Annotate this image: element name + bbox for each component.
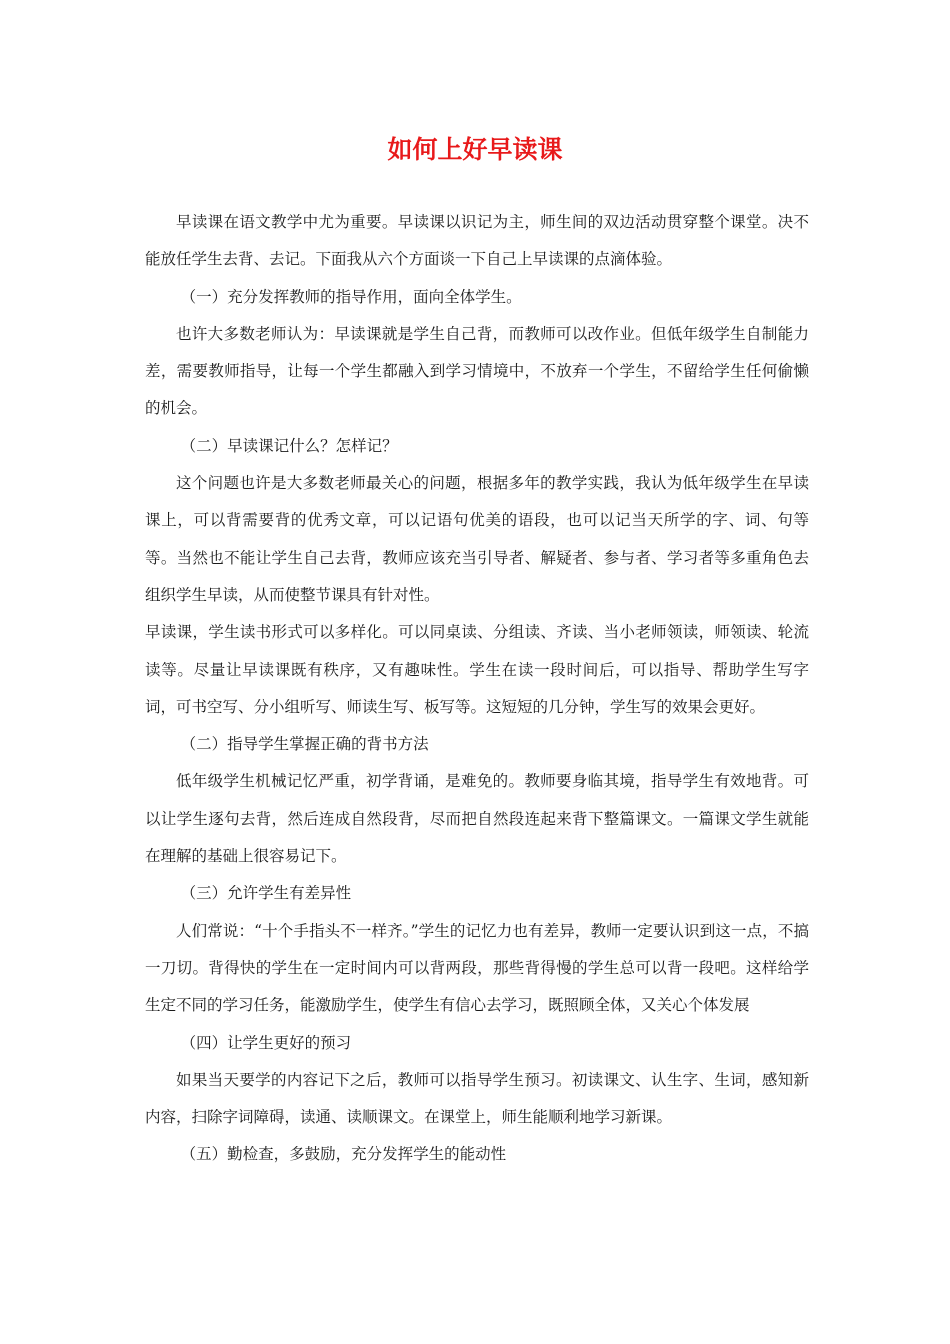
section-heading-2: （二）早读课记什么？怎样记？ <box>180 436 398 455</box>
document-body <box>145 204 809 1174</box>
section-heading-3: （二）指导学生掌握正确的背书方法 <box>180 735 429 754</box>
section-heading-1: （一）充分发挥教师的指导作用，面向全体学生。 <box>180 287 522 306</box>
body-paragraph: 这个问题也许是大多数老师最关心的问题，根据多年的教学实践，我认为低年级学生在早读课上，可以背需要背的优秀文章，可以记语句优美的语段，也可以记当天所学的字、词、句等等。当然也不能让学生自己去背，教师应该充当引导者、解疑者、参与者、学习者等多重角色去组织学生早读，从而使整节课具有针对性。 <box>145 474 809 604</box>
intro-paragraph: 早读课在语文教学中尤为重要。早读课以识记为主，师生间的双边活动贯穿整个课堂。决不能放任学生去背、去记。下面我从六个方面谈一下自己上早读课的点滴体验。 <box>145 213 809 269</box>
body-paragraph: 如果当天要学的内容记下之后，教师可以指导学生预习。初读课文、认生字、生词，感知新内容，扫除字词障碍，读通、读顺课文。在课堂上，师生能顺利地学习新课。 <box>145 1070 809 1127</box>
body-paragraph-unindented: 早读课，学生读书形式可以多样化。可以同桌读、分组读、齐读、当小老师领读，师领读、轮流读等。尽量让早读课既有秩序，又有趣味性。学生在读一段时间后，可以指导、帮助学生写字词，可书空写、分小组听写、师读生写、板写等。这短短的几分钟，学生写的效果会更好。 <box>145 623 809 716</box>
body-paragraph: 低年级学生机械记忆严重，初学背诵，是难免的。教师要身临其境，指导学生有效地背。可以让学生逐句去背，然后连成自然段背，尽而把自然段连起来背下整篇课文。一篇课文学生就能在理解的基础上很容易记下。 <box>145 772 809 866</box>
page-title: 如何上好早读课 <box>387 135 563 164</box>
section-heading-4: （三）允许学生有差异性 <box>180 884 352 903</box>
body-paragraph: 也许大多数老师认为：早读课就是学生自己背，而教师可以改作业。但低年级学生自制能力差，需要教师指导，让每一个学生都融入到学习情境中，不放弃一个学生，不留给学生任何偷懒的机会。 <box>145 324 809 418</box>
body-paragraph: 人们常说：“十个手指头不一样齐。”学生的记忆力也有差异，教师一定要认识到这一点，不搞一刀切。背得快的学生在一定时间内可以背两段，那些背得慢的学生总可以背一段吧。这样给学生定不同的学习任务，能激励学生，使学生有信心去学习，既照顾全体，又关心个体发展 <box>145 921 809 1015</box>
section-heading-5: （四）让学生更好的预习 <box>180 1033 352 1052</box>
section-heading-6: （五）勤检查，多鼓励，充分发挥学生的能动性 <box>180 1145 507 1164</box>
